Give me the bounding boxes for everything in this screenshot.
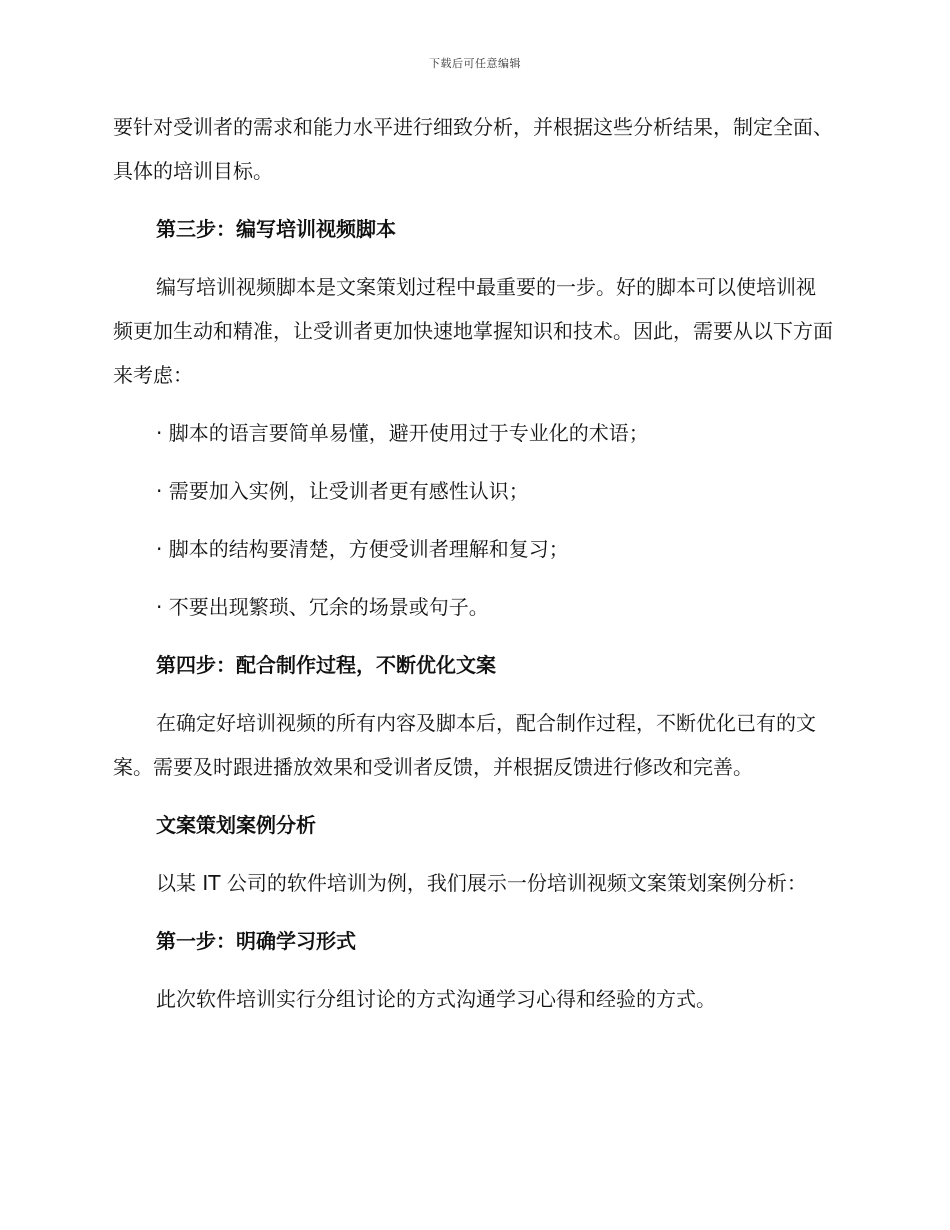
bullet-item: · 需要加入实例，让受训者更有感性认识； [156,479,529,503]
paragraph-case-intro: 以某 IT 公司的软件培训为例，我们展示一份培训视频文案策划案例分析： [156,871,807,895]
heading-step-one: 第一步：明确学习形式 [156,929,356,953]
paragraph-script-writing: 编写培训视频脚本是文案策划过程中最重要的一步。好的脚本可以使培训视频更加生动和精准，让受训者更加快速地掌握知识和技术。因此，需要从以下方面来考虑： [113,275,833,387]
heading-step-four: 第四步：配合制作过程，不断优化文案 [156,653,496,677]
paragraph-training-goals: 要针对受训者的需求和能力水平进行细致分析，并根据这些分析结果，制定全面、具体的培训目标。 [113,115,833,183]
bullet-item: · 脚本的结构要清楚，方便受训者理解和复习； [156,537,569,561]
paragraph-optimize-copy: 在确定好培训视频的所有内容及脚本后，配合制作过程，不断优化已有的文案。需要及时跟进播放效果和受训者反馈，并根据反馈进行修改和完善。 [113,711,816,779]
bullet-item: · 脚本的语言要简单易懂，避开使用过于专业化的术语； [156,421,649,445]
heading-case-analysis: 文案策划案例分析 [156,813,316,837]
paragraph-learning-format: 此次软件培训实行分组讨论的方式沟通学习心得和经验的方式。 [156,987,716,1011]
heading-step-three: 第三步：编写培训视频脚本 [156,217,396,241]
document-body [113,105,833,1021]
page-header: 下载后可任意编辑 [429,57,521,70]
bullet-item: · 不要出现繁琐、冗余的场景或句子。 [156,595,489,619]
